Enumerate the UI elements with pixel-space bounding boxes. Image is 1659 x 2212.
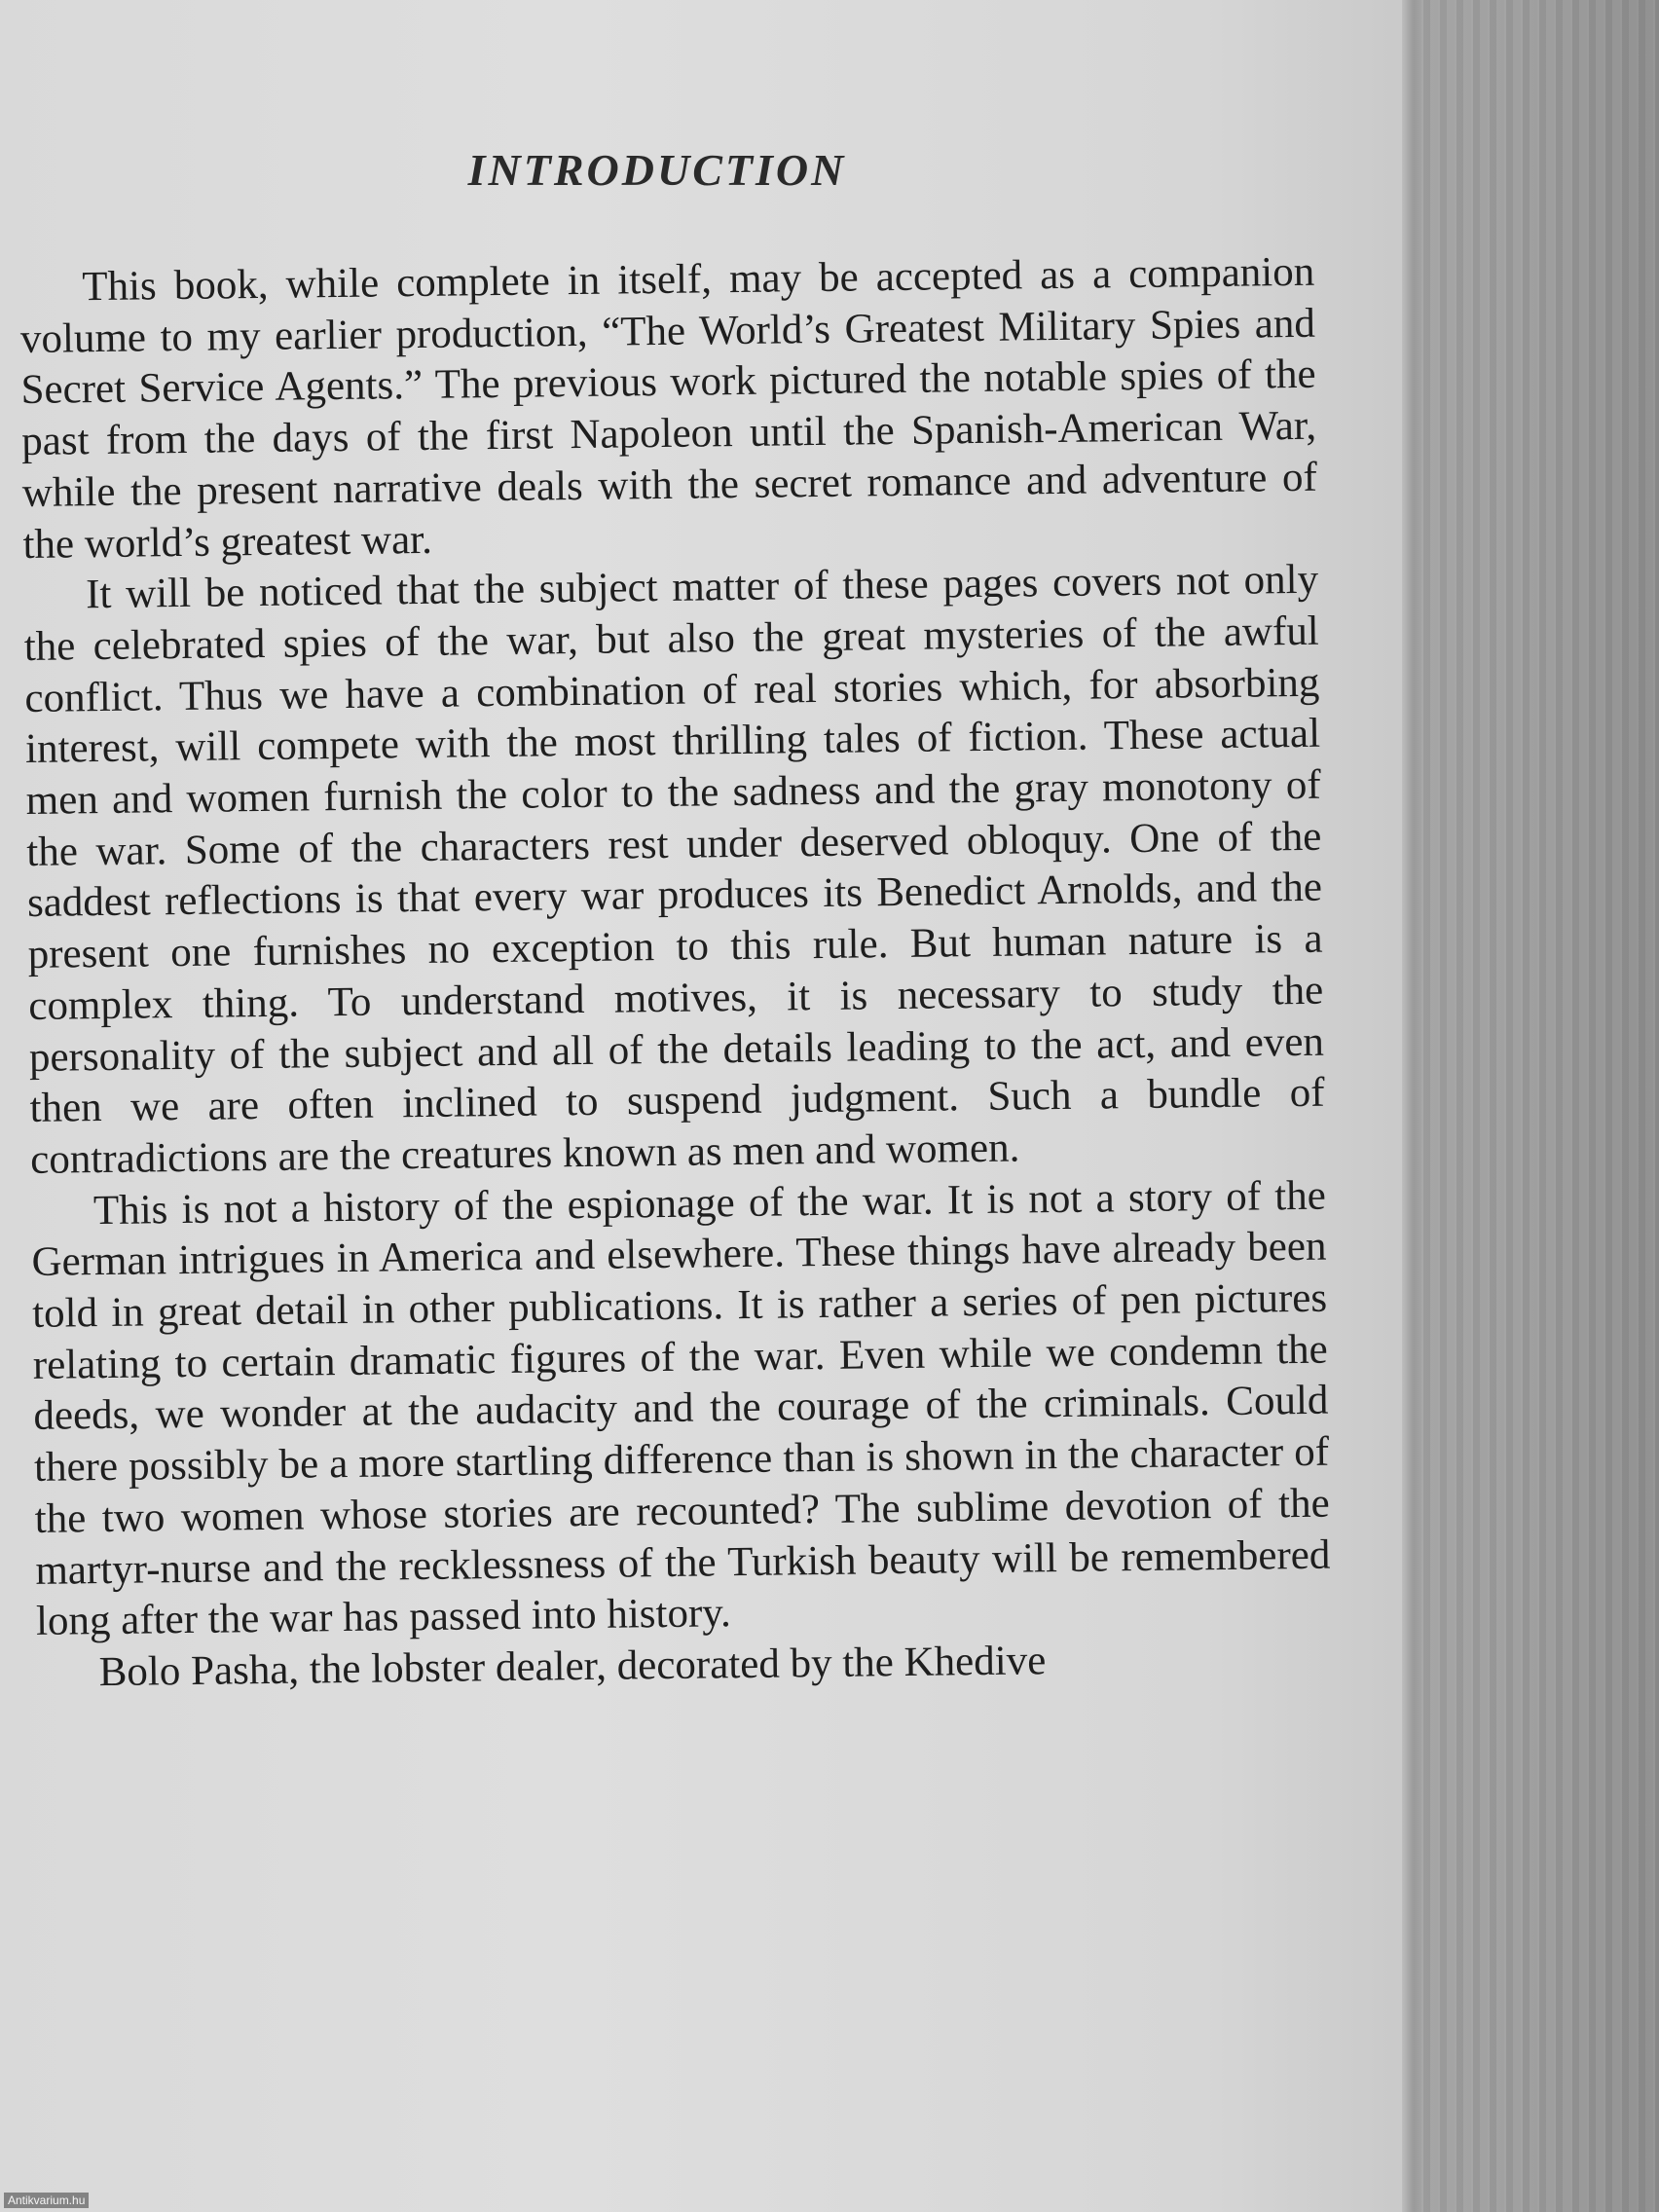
paragraph-3: This is not a history of the espionage of the war. It is not a story of the German intrigues in America and elsewhere. These things have already been told in great detail in other publications. It is rather a series of pen pictures relating to certain dramatic figures of the war. Even while we condemn the deeds, we wonder at the audacity and the courage of the criminals. Could there possibly be a more startling difference than is shown in the character of the two women whose stories are recounted? The sublime devotion of the martyr-nurse and the recklessness of the Turkish beauty will be remembered long after the war has passed into history. [31, 1172, 1331, 1645]
wood-surface-background [1421, 0, 1659, 2212]
watermark: Antikvarium.hu [4, 2193, 89, 2208]
page-heading: INTRODUCTION [467, 145, 847, 195]
body-text [19, 247, 1332, 1700]
paragraph-2: It will be noticed that the subject matter of these pages covers not only the celebrated spies of the war, but also the great mysteries of the awful conflict. Thus we have a combination of real stories which, for absorbing interest, will compete with the most thrilling tales of fiction. These actual men and women furnish the color to the sadness and the gray monotony of the war. Some of the characters rest under deserved obloquy. One of the saddest reflections is that every war produces its Benedict Arnolds, and the present one furnishes no exception to this rule. But human nature is a complex thing. To understand motives, it is necessary to study the personality of the subject and all of the details leading to the act, and even then we are often inclined to suspend judgment. Such a bundle of contradictions are the creatures known as men and women. [23, 556, 1325, 1183]
paragraph-4: Bolo Pasha, the lobster dealer, decorated by the Khedive [98, 1638, 1047, 1696]
paragraph-1: This book, while complete in itself, may be accepted as a companion volume to my earlier production, “The World’s Greatest Military Spies and Secret Service Agents.” The previous work pictured the notable spies of the past from the days of the first Napoleon until the Spanish-American War, while the present narrative deals with the secret romance and adventure of the world’s greatest war. [19, 248, 1318, 568]
